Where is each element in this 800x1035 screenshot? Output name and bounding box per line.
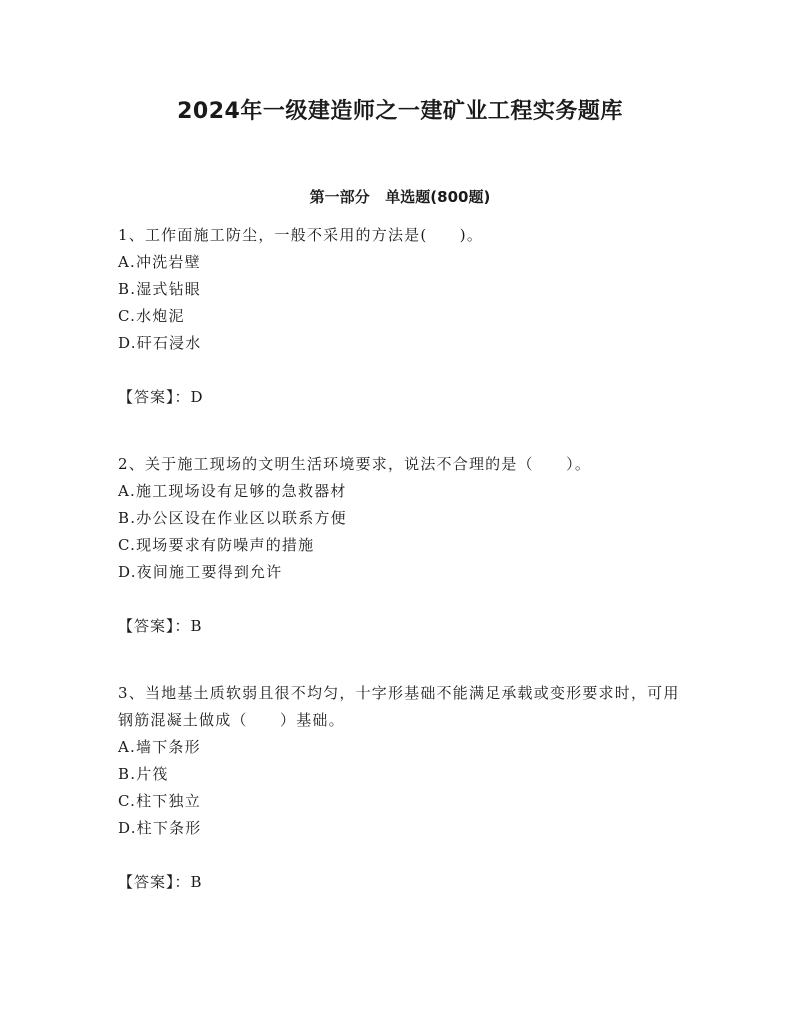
option-c: C.柱下独立 [118,792,201,810]
answer-line: 【答案】：D [118,388,204,406]
document-title: 2024年一级建造师之一建矿业工程实务题库 [177,99,623,124]
question-list [118,222,688,896]
question-3 [118,680,688,896]
option-d: D.矸石浸水 [118,334,202,352]
option-b: B.湿式钻眼 [118,280,201,298]
answer-line: 【答案】：B [118,617,203,635]
section-title: 第一部分 单选题(800题) [309,188,491,206]
option-b: B.办公区设在作业区以联系方便 [118,509,347,527]
option-d: D.夜间施工要得到允许 [118,563,283,581]
question-2 [118,451,688,680]
option-a: A.冲洗岩壁 [118,253,201,271]
option-b: B.片筏 [118,765,169,783]
question-stem: 1、工作面施工防尘，一般不采用的方法是( )。 [118,226,484,244]
option-a: A.墙下条形 [118,738,201,756]
answer-line: 【答案】：B [118,873,203,891]
option-c: C.现场要求有防噪声的措施 [118,536,315,554]
question-1 [118,222,688,451]
option-d: D.柱下条形 [118,819,202,837]
option-a: A.施工现场设有足够的急救器材 [118,482,347,500]
question-stem: 3、当地基土质软弱且很不均匀，十字形基础不能满足承载或变形要求时，可用钢筋混凝土做成（ ）基础。 [118,684,680,729]
question-stem: 2、关于施工现场的文明生活环境要求，说法不合理的是（ ）。 [118,455,592,473]
option-c: C.水炮泥 [118,307,185,325]
